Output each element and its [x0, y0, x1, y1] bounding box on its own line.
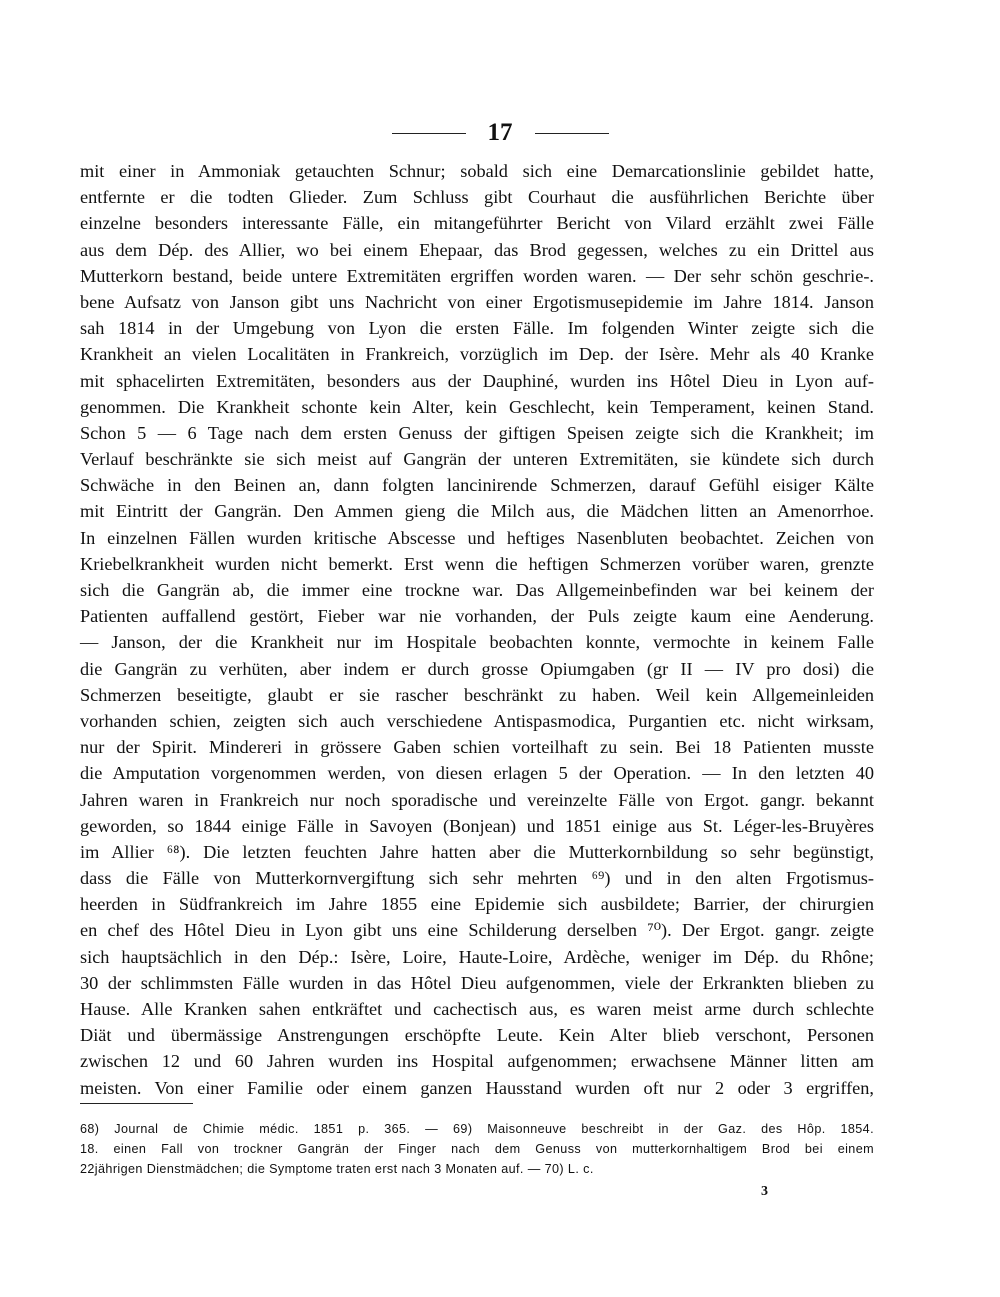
body-line: sich hauptsächlich in den Dép.: Isère, Loire, Haute-Loire, Ardèche, weniger im Dép. du Rhône; [80, 946, 874, 967]
body-line: zwischen 12 und 60 Jahren wurden ins Hospital aufgenommen; erwachsene Männer litten am [80, 1051, 874, 1072]
body-line: sich die Gangrän ab, die immer eine trockne war. Das Allgemeinbefinden war bei keinem der [80, 580, 874, 600]
body-line: sah 1814 in der Umgebung von Lyon die ersten Fälle. Im folgenden Winter zeigte sich die [80, 318, 874, 339]
footnote-separator [80, 1103, 193, 1104]
body-line: meisten. Von einer Familie oder einem ganzen Hausstand wurden oft nur 2 oder 3 ergriffen, [80, 1077, 874, 1098]
body-line: mit einer in Ammoniak getauchten Schnur; sobald sich eine Demarcationslinie gebildet hatte, [80, 161, 874, 181]
body-line: im Allier ⁶⁸). Die letzten feuchten Jahre hatten aber die Mutterkornbildung so sehr begünstigt, [80, 841, 874, 862]
body-line: Kriebelkrankheit wurden nicht bemerkt. Erst wenn die heftigen Schmerzen vorüber waren, grenzte [80, 553, 874, 574]
body-line: Patienten auffallend gestört, Fieber war nie vorhanden, der Puls zeigte kaum eine Aenderung. [80, 606, 874, 627]
body-line: 30 der schlimmsten Fälle wurden in das Hôtel Dieu aufgenommen, viele der Erkrankten blieben zu [80, 972, 874, 993]
body-line: mit Eintritt der Gangrän. Den Ammen gieng die Milch aus, die Mädchen litten an Amenorrhoe. [80, 501, 874, 522]
body-line: Mutterkorn bestand, beide untere Extremitäten ergriffen worden waren. — Der sehr schön geschrie-. [80, 265, 874, 286]
body-line: Schmerzen beseitigte, glaubt er sie rascher beschränkt zu haben. Weil kein Allgemeinleiden [80, 684, 874, 705]
body-line: nur der Spirit. Mindereri in grössere Gaben schien vorteilhaft zu sein. Bei 18 Patienten musste [80, 737, 874, 758]
body-line: Krankheit an vielen Localitäten in Frankreich, vorzüglich im Dep. der Isère. Mehr als 40 Kranke [80, 344, 874, 365]
body-text [80, 158, 874, 1101]
body-line: einzelne besonders interessante Fälle, ein mitangeführter Bericht von Vilard erzählt zwei Fälle [80, 213, 874, 234]
footnote-line: 68) Journal de Chimie médic. 1851 p. 365. — 69) Maisonneuve beschreibt in der Gaz. des Hôp. 1854. [80, 1122, 874, 1136]
body-line: en chef des Hôtel Dieu in Lyon gibt uns eine Schilderung derselben ⁷⁰). Der Ergot. gangr. zeigte [80, 920, 874, 941]
body-line: Hause. Alle Kranken sahen entkräftet und cachectisch aus, es waren meist arme durch schlechte [80, 999, 874, 1019]
body-line: die Gangrän zu verhüten, aber indem er durch grosse Opiumgaben (gr II — IV pro dosi) die [80, 658, 874, 679]
page-header [0, 118, 1000, 148]
body-line: geworden, so 1844 einige Fälle in Savoyen (Bonjean) und 1851 einige aus St. Léger-les-Bruyères [80, 815, 874, 836]
body-line: Schon 5 — 6 Tage nach dem ersten Genuss der giftigen Speisen zeigte sich die Krankheit; im [80, 422, 874, 443]
header-rule-left [392, 133, 466, 134]
body-line: Diät und übermässige Anstrengungen erschöpfte Leute. Kein Alter blieb verschont, Personen [80, 1025, 874, 1046]
body-line: — Janson, der die Krankheit nur im Hospitale beobachten konnte, vermochte in keinem Falle [80, 632, 874, 653]
footnote-line: 22jährigen Dienstmädchen; die Symptome traten erst nach 3 Monaten auf. — 70) L. c. [80, 1162, 594, 1177]
page-number: 17 [487, 119, 513, 146]
footnotes [80, 1119, 874, 1180]
body-line: bene Aufsatz von Janson gibt uns Nachricht von einer Ergotismusepidemie im Jahre 1814. Janson [80, 291, 874, 312]
body-line: Verlauf beschränkte sie sich meist auf Gangrän der unteren Extremitäten, sie kündete sich durch [80, 449, 874, 470]
body-line: dass die Fälle von Mutterkornvergiftung sich sehr mehrten ⁶⁹) und in den alten Frgotismus- [80, 868, 874, 889]
body-line: In einzelnen Fällen wurden kritische Abscesse und heftiges Nasenbluten beobachtet. Zeichen von [80, 527, 874, 548]
body-line: vorhanden schien, zeigten sich auch verschiedene Antispasmodica, Purgantien etc. nicht wirksam, [80, 710, 874, 731]
body-line: die Amputation vorgenommen werden, von diesen erlagen 5 der Operation. — In den letzten 40 [80, 763, 874, 784]
header-rule-right [535, 133, 609, 134]
body-line: entfernte er die todten Glieder. Zum Schluss gibt Courhaut die ausführlichen Berichte über [80, 187, 874, 208]
signature-mark: 3 [761, 1184, 768, 1199]
body-line: aus dem Dép. des Allier, wo bei einem Ehepaar, das Brod gegessen, welches zu ein Drittel aus [80, 239, 874, 260]
body-line: heerden in Südfrankreich im Jahre 1855 eine Epidemie sich ausbildete; Barrier, der chirurgien [80, 894, 874, 915]
footnote-line: 18. einen Fall von trockner Gangrän der Finger nach dem Genuss von mutterkornhaltigem Brod bei einem [80, 1142, 874, 1157]
body-line: genommen. Die Krankheit schonte kein Alter, kein Geschlecht, kein Temperament, keinen Stand. [80, 396, 874, 417]
body-line: mit sphacelirten Extremitäten, besonders aus der Dauphiné, wurden ins Hôtel Dieu in Lyon auf- [80, 370, 874, 391]
body-line: Schwäche in den Beinen an, dann folgten lancinirende Schmerzen, darauf Gefühl eisiger Kälte [80, 475, 874, 496]
body-line: Jahren waren in Frankreich nur noch sporadische und vereinzelte Fälle von Ergot. gangr. bekannt [80, 789, 874, 810]
